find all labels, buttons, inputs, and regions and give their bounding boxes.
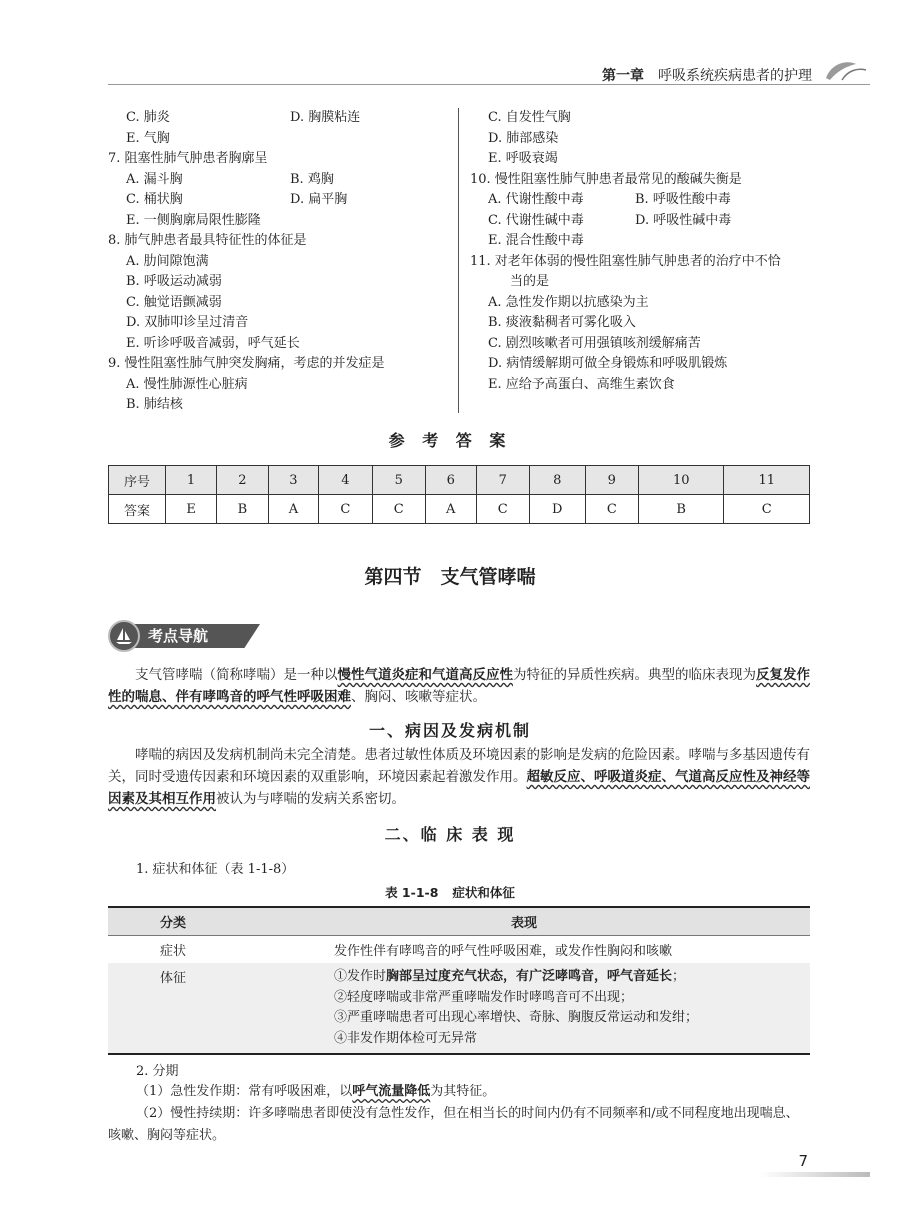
answer-value-cell: A xyxy=(268,495,319,524)
table-caption-number: 表 1-1-8 xyxy=(385,885,439,900)
chapter-title: 呼吸系统疾病患者的护理 xyxy=(658,68,812,84)
answer-option-line xyxy=(108,272,453,293)
option-text: C. 桶状胸 xyxy=(126,192,183,207)
answer-value-cell: C xyxy=(585,495,638,524)
row-header-number: 序号 xyxy=(109,466,166,495)
answer-option-line xyxy=(470,231,810,252)
left-question-column xyxy=(108,108,453,416)
sign-line-2: ②轻度哮喘或非常严重哮喘发作时哮鸣音可不出现； xyxy=(334,989,634,1005)
question-stem xyxy=(470,252,810,273)
option-text: D. 双肺叩诊呈过清音 xyxy=(126,315,249,330)
question-stem xyxy=(470,170,810,191)
answer-option-line xyxy=(470,108,810,129)
answer-value-cell: C xyxy=(319,495,372,524)
option-text: D. 扁平胸 xyxy=(290,192,348,207)
cell-symptom-text: 发作性伴有哮鸣音的呼气性呼吸困难，或发作性胸闷和咳嗽 xyxy=(334,944,673,959)
answer-option-line xyxy=(108,395,453,416)
answer-option-line xyxy=(108,334,453,355)
option-text: D. 肺部感染 xyxy=(488,130,559,146)
page-number-bar xyxy=(760,1172,870,1177)
answer-number-cell: 2 xyxy=(217,466,268,495)
answer-option-line xyxy=(108,293,453,314)
question-text: 9. 慢性阻塞性肺气肿突发胸痛，考虑的并发症是 xyxy=(108,356,385,371)
etiology-key-1: 超敏反应、呼吸道炎症、气道高反应性及神经等因素及其相互作用 xyxy=(108,769,810,807)
answer-value-cell: C xyxy=(724,495,810,524)
option-text: B. 鸡胸 xyxy=(290,171,334,187)
intro-key-2: 反复发作性的喘息、伴有哮鸣音的呼气性呼吸困难 xyxy=(108,667,810,705)
col-header-category: 分类 xyxy=(108,907,238,936)
question-text: 7. 阻塞性肺气肿患者胸廓呈 xyxy=(108,151,268,166)
option-text: D. 胸膜粘连 xyxy=(290,110,361,125)
answer-value-cell: D xyxy=(529,495,585,524)
option-text: A. 急性发作期以抗感染为主 xyxy=(488,294,649,310)
table-caption xyxy=(0,883,900,901)
etiology-text-2: 被认为与哮喘的发病关系密切。 xyxy=(216,791,405,807)
option-text: C. 肺炎 xyxy=(126,110,170,125)
etiology-text-1: 哮喘的病因及发病机制尚未完全清楚。患者过敏性体质及环境因素的影响是发病的危险因素。哮喘与多基因遗传有关，同时受遗传因素和环境因素的双重影响，环境因素起着激发作用。 xyxy=(108,747,810,785)
answer-number-cell: 8 xyxy=(529,466,585,495)
option-text: A. 漏斗胸 xyxy=(126,171,183,187)
answer-number-cell: 3 xyxy=(268,466,319,495)
answer-option-line xyxy=(470,354,810,375)
question-stem xyxy=(108,231,453,252)
symptom-row xyxy=(108,936,810,964)
question-text: 10. 慢性阻塞性肺气肿患者最常见的酸碱失衡是 xyxy=(470,171,742,187)
option-text: C. 触觉语颤减弱 xyxy=(126,294,222,310)
question-text: 8. 肺气肿患者最具特征性的体征是 xyxy=(108,233,307,248)
sailboat-icon xyxy=(114,626,134,646)
answer-number-cell: 9 xyxy=(585,466,638,495)
answer-number-cell: 7 xyxy=(476,466,529,495)
option-text: E. 应给予高蛋白、高维生素饮食 xyxy=(488,376,675,392)
sign-line-3: ③严重哮喘患者可出现心率增快、奇脉、胸腹反常运动和发绀； xyxy=(334,1010,699,1025)
running-header xyxy=(602,65,812,85)
column-divider xyxy=(458,108,459,413)
answer-option-line xyxy=(470,211,810,232)
answer-number-cell: 1 xyxy=(166,466,217,495)
answer-number-cell: 11 xyxy=(724,466,810,495)
option-text: C. 剧烈咳嗽者可用强镇咳剂缓解痛苦 xyxy=(488,335,701,351)
nav-badge-label: 考点导航 xyxy=(148,627,209,645)
symptom-table xyxy=(108,906,810,1055)
option-text: D. 呼吸性碱中毒 xyxy=(635,212,732,228)
chapter-label: 第一章 xyxy=(602,68,644,84)
answer-key-title: 参 考 答 案 xyxy=(388,431,512,450)
sign-line-1: ①发作时胸部呈过度充气状态，有广泛哮鸣音，呼气音延长； xyxy=(334,969,686,984)
option-text: B. 肺结核 xyxy=(126,397,183,412)
question-columns xyxy=(108,108,808,413)
option-text: E. 听诊呼吸音减弱，呼气延长 xyxy=(126,335,300,351)
leaf-logo-icon xyxy=(822,58,870,84)
answer-number-cell: 5 xyxy=(372,466,425,495)
answer-option-line xyxy=(108,211,453,232)
intro-text-3: 、胸闷、咳嗽等症状。 xyxy=(351,689,486,705)
option-text: E. 混合性酸中毒 xyxy=(488,233,584,248)
cell-symptom-label: 症状 xyxy=(159,944,186,959)
heading-etiology: 一、病因及发病机制 xyxy=(368,721,531,740)
answer-option-line xyxy=(470,313,810,334)
exam-nav-badge xyxy=(108,620,268,652)
answer-value-row xyxy=(109,495,810,524)
option-text: B. 呼吸运动减弱 xyxy=(126,274,222,289)
symptom-table-header xyxy=(108,907,810,936)
col-header-manifestation: 表现 xyxy=(238,907,810,936)
row-header-answer: 答案 xyxy=(109,495,166,524)
answer-value-cell: A xyxy=(425,495,476,524)
answer-option-line xyxy=(470,190,810,211)
answer-option-line xyxy=(108,313,453,334)
answer-value-cell: C xyxy=(476,495,529,524)
answer-key-table xyxy=(108,465,810,524)
option-text: E. 呼吸衰竭 xyxy=(488,151,558,166)
option-text: C. 自发性气胸 xyxy=(488,110,571,125)
answer-value-cell: B xyxy=(638,495,723,524)
answer-option-line xyxy=(108,190,453,211)
answer-option-line xyxy=(470,293,810,314)
answer-number-row xyxy=(109,466,810,495)
option-text: E. 一侧胸廓局限性膨隆 xyxy=(126,212,261,228)
option-text: A. 代谢性酸中毒 xyxy=(488,192,584,207)
stage-chronic: （2）慢性持续期：许多哮喘患者即使没有急性发作，但在相当长的时间内仍有不同频率和/或不同程度地出现喘息、咳嗽、胸闷等症状。 xyxy=(108,1106,799,1143)
option-text: A. 慢性肺源性心脏病 xyxy=(126,376,248,392)
intro-key-1: 慢性气道炎症和气道高反应性 xyxy=(337,667,513,683)
answer-option-line xyxy=(470,375,810,396)
question-text: 11. 对老年体弱的慢性阻塞性肺气肿患者的治疗中不恰 xyxy=(470,253,781,269)
intro-text-1: 支气管哮喘（简称哮喘）是一种以 xyxy=(135,667,338,683)
heading-clinical: 二、临 床 表 现 xyxy=(384,825,516,844)
item-symptoms: 1. 症状和体征（表 1-1-8） xyxy=(136,862,295,877)
answer-number-cell: 4 xyxy=(319,466,372,495)
option-text: E. 气胸 xyxy=(126,130,170,146)
cell-sign-label: 体征 xyxy=(108,963,238,1054)
answer-number-cell: 6 xyxy=(425,466,476,495)
answer-option-line xyxy=(470,334,810,355)
section-title: 第四节 支气管哮喘 xyxy=(364,566,536,588)
answer-option-line xyxy=(108,170,453,191)
option-text: D. 病情缓解期可做全身锻炼和呼吸肌锻炼 xyxy=(488,356,728,371)
answer-option-line xyxy=(108,375,453,396)
answer-value-cell: B xyxy=(217,495,268,524)
page-number: 7 xyxy=(798,1152,808,1170)
table-caption-title: 症状和体征 xyxy=(452,885,515,900)
answer-option-line: 当的是 xyxy=(510,274,550,289)
etiology-paragraph xyxy=(108,744,810,810)
option-text: B. 痰液黏稠者可雾化吸入 xyxy=(488,315,636,330)
option-text: C. 代谢性碱中毒 xyxy=(488,212,584,228)
answer-value-cell: E xyxy=(166,495,217,524)
answer-number-cell: 10 xyxy=(638,466,723,495)
stage-acute: （1）急性发作期：常有呼吸困难，以呼气流量降低为其特征。 xyxy=(136,1084,496,1099)
answer-option-line xyxy=(470,149,810,170)
answer-option-line xyxy=(108,108,453,129)
option-text: B. 呼吸性酸中毒 xyxy=(635,192,731,207)
sign-row xyxy=(108,963,810,1054)
question-stem xyxy=(108,149,453,170)
item-staging: 2. 分期 xyxy=(136,1064,179,1079)
answer-option-line xyxy=(108,129,453,150)
answer-option-line xyxy=(470,129,810,150)
right-question-column xyxy=(470,108,810,395)
option-text: A. 肋间隙饱满 xyxy=(126,253,209,269)
cell-sign-text xyxy=(238,963,810,1054)
sign-line-4: ④非发作期体检可无异常 xyxy=(334,1030,478,1046)
answer-value-cell: C xyxy=(372,495,425,524)
intro-text-2: 为特征的异质性疾病。典型的临床表现为 xyxy=(513,667,756,683)
intro-paragraph xyxy=(108,664,810,708)
question-stem xyxy=(108,354,453,375)
answer-option-line xyxy=(108,252,453,273)
